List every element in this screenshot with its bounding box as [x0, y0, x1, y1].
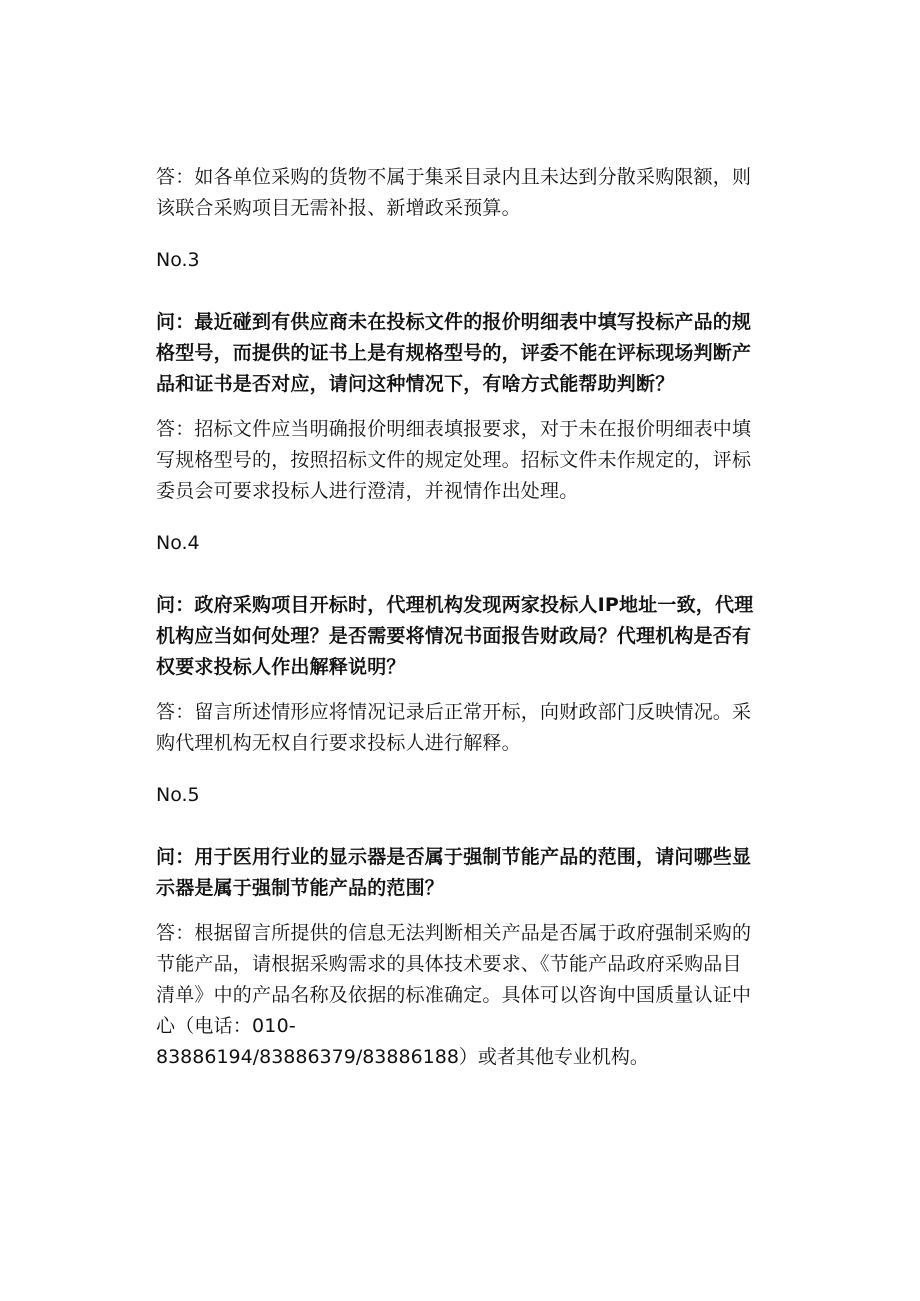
item-number-5: No.5: [156, 784, 200, 806]
question-5: 问：用于医用行业的显示器是否属于强制节能产品的范围，请问哪些显示器是属于强制节能产品的范围？: [156, 846, 752, 899]
answer-3: 答：招标文件应当明确报价明细表填报要求，对于未在报价明细表中填写规格型号的，按照招标文件的规定处理。招标文件未作规定的，评标委员会可要求投标人进行澄清，并视情作出处理。: [156, 418, 752, 502]
question-4: 问：政府采购项目开标时，代理机构发现两家投标人IP地址一致，代理机构应当如何处理？是否需要将情况书面报告财政局？代理机构是否有权要求投标人作出解释说明？: [156, 594, 754, 678]
answer-4: 答：留言所述情形应将情况记录后正常开标，向财政部门反映情况。采购代理机构无权自行要求投标人进行解释。: [156, 701, 752, 754]
item-number-3: No.3: [156, 249, 200, 271]
answer-2: 答：如各单位采购的货物不属于集采目录内且未达到分散采购限额，则该联合采购项目无需补报、新增政采预算。: [156, 166, 752, 219]
document-body: [156, 162, 756, 1073]
item-number-4: No.4: [156, 532, 200, 554]
answer-5-phone-numbers: 83886194/83886379/83886188）或者其他专业机构。: [156, 1046, 649, 1068]
question-3: 问：最近碰到有供应商未在投标文件的报价明细表中填写投标产品的规格型号，而提供的证书上是有规格型号的，评委不能在评标现场判断产品和证书是否对应，请问这种情况下，有啥方式能帮助判断？: [156, 311, 752, 395]
answer-5: 答：根据留言所提供的信息无法判断相关产品是否属于政府强制采购的节能产品，请根据采购需求的具体技术要求、《节能产品政府采购品目清单》中的产品名称及依据的标准确定。具体可以咨询中国质量认证中心（电话：010-: [156, 922, 752, 1037]
